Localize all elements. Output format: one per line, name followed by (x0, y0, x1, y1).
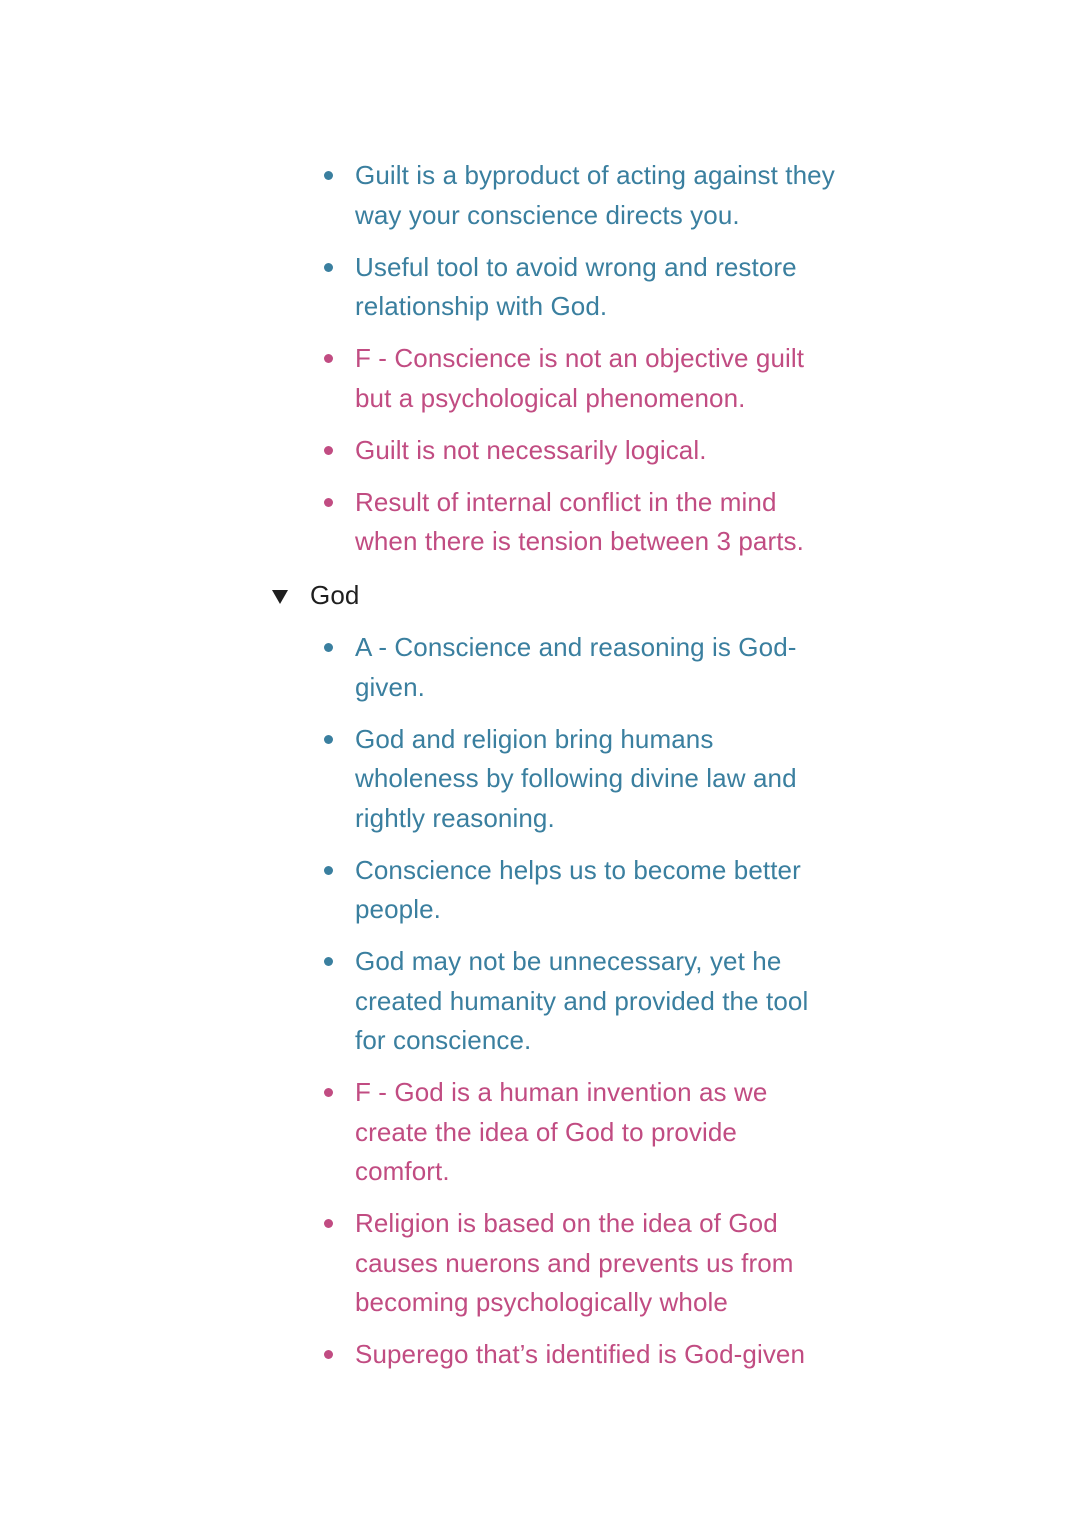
bullet-icon (324, 643, 333, 652)
list-item-text: God may not be unnecessary, yet he created humanity and provided the tool for conscience. (355, 946, 809, 1055)
bullet-icon (324, 957, 333, 966)
bullet-icon (324, 498, 333, 507)
list-item-text: Guilt is not necessarily logical. (355, 434, 707, 465)
bullet-list-top (318, 156, 838, 574)
list-item-text: Conscience helps us to become better people. (355, 854, 801, 924)
bullet-icon (324, 446, 333, 455)
list-item-text: God and religion bring humans wholeness by following divine law and rightly reasoning. (355, 723, 797, 833)
list-item (318, 483, 838, 562)
bullet-icon (324, 1350, 333, 1359)
list-item (318, 851, 838, 930)
list-item (318, 1335, 838, 1375)
list-item-text: Superego that’s identified is God-given (355, 1339, 806, 1369)
list-item-text: Guilt is a byproduct of acting against they way your conscience directs you. (355, 160, 835, 230)
bullet-icon (324, 1088, 333, 1097)
bullet-icon (324, 263, 333, 272)
list-item-text: Useful tool to avoid wrong and restore relationship with God. (355, 251, 797, 321)
bullet-icon (324, 735, 333, 744)
bullet-icon (324, 1219, 333, 1228)
list-item (318, 720, 838, 839)
list-item-text: A - Conscience and reasoning is God-given. (355, 632, 797, 702)
bullet-list-god (318, 628, 838, 1387)
list-item (318, 156, 838, 235)
disclosure-triangle-down-icon[interactable] (272, 590, 288, 604)
bullet-icon (324, 866, 333, 875)
list-item (318, 1204, 838, 1323)
list-item (318, 628, 838, 707)
list-item (318, 339, 838, 418)
bullet-icon (324, 354, 333, 363)
list-item-text: Religion is based on the idea of God causes nuerons and prevents us from becoming psychologically whole (355, 1208, 794, 1317)
list-item (318, 431, 838, 471)
list-item-text: F - Conscience is not an objective guilt but a psychological phenomenon. (355, 343, 805, 413)
toggle-title: God (310, 580, 360, 611)
list-item-text: Result of internal conflict in the mind when there is tension between 3 parts. (355, 486, 804, 556)
god-toggle-heading[interactable] (272, 576, 359, 616)
list-item (318, 1073, 838, 1192)
list-item (318, 248, 838, 327)
list-item (318, 942, 838, 1061)
bullet-icon (324, 171, 333, 180)
list-item-text: F - God is a human invention as we create the idea of God to provide comfort. (355, 1077, 768, 1186)
